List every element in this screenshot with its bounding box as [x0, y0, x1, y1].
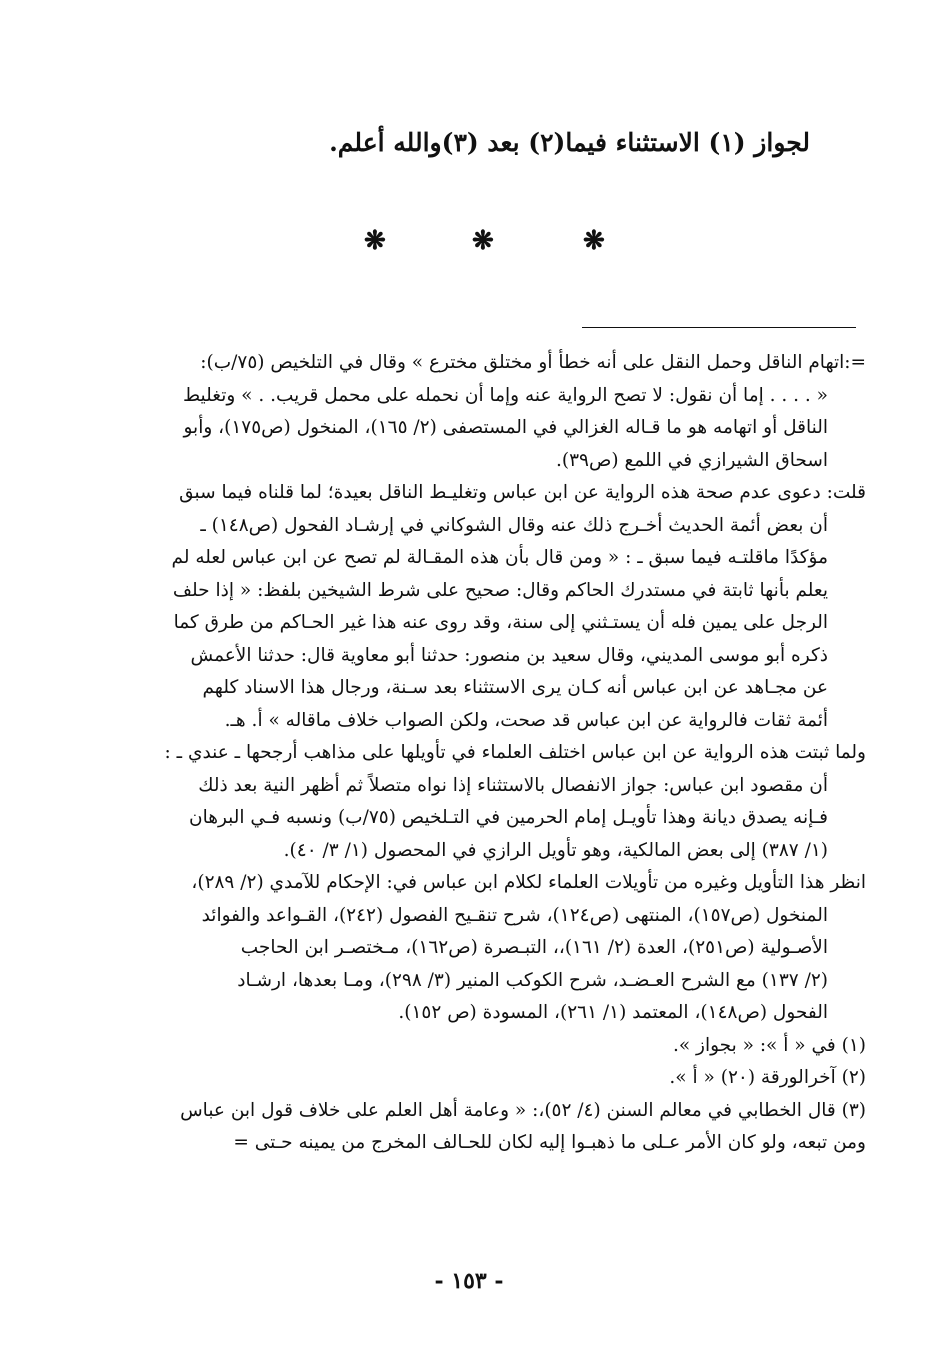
footnote-line: (٣) قال الخطابي في معالم السنن (٤/ ٥٢)،: « وعامة أهل العلم على خلاف قول ابن عباس [180, 1099, 866, 1121]
notes-section [66, 347, 866, 1160]
note-paragraph [66, 477, 866, 737]
note-paragraph [66, 737, 866, 867]
footnote-2 [66, 1062, 866, 1095]
note-line: (٢/ ١٣٧) مع الشرح العـضـد، شرح الكوكب المنير (٣/ ٢٩٨)، ومـا بعدها، ارشـاد [237, 969, 828, 991]
note-line: انظر هذا التأويل وغيره من تأويلات العلماء لكلام ابن عباس في: الإحكام للآمدي (٢/ ٢٨٩)، [191, 872, 866, 893]
note-line: الفحول (ص١٤٨)، المعتمد (١/ ٢٦١)، المسودة (ص ١٥٢). [398, 1002, 828, 1023]
note-line: قلت: دعوى عدم صحة هذه الرواية عن ابن عباس وتغليـط الناقل بعيدة؛ لما قلناه فيما سبق [179, 482, 866, 503]
note-line: ذكره أبو موسى المديني، وقال سعيد بن منصور: حدثنا أبو معاوية قال: حدثنا الأعمش [190, 644, 828, 666]
page-number: - ١٥٣ - [434, 1268, 504, 1294]
note-line: الأصـولية (ص٢٥١)، العدة (٢/ ١٦١)،، التبـصرة (ص١٦٢)، مـختصـر ابن الحاجب [240, 937, 828, 958]
note-line: أن مقصود ابن عباس: جواز الانفصال بالاستثناء إذا نواه متصلاً ثم أظهر النية بعد ذلك [198, 774, 828, 796]
note-paragraph [66, 347, 866, 477]
note-paragraph [66, 867, 866, 1030]
note-line: (١/ ٣٨٧) إلى بعض المالكية، وهو تأويل الرازي في المحصول (١/ ٣/ ٤٠). [283, 839, 828, 861]
note-line: مؤكدًا ماقلتـه فيما سبق ـ : « ومن قال بأن هذه المقـالة لم تصح عن ابن عباس لعله لم [171, 547, 828, 568]
separator-star-icon: ❋ [472, 226, 494, 256]
note-line: ولما ثبتت هذه الرواية عن ابن عباس اختلف العلماء في تأويلها على مذاهب أرجحها ـ عندي ـ : [164, 742, 866, 763]
footnote-line: (١) في « أ »: « بجواز ». [672, 1034, 866, 1056]
footnote-separator-line [582, 327, 856, 328]
separator-star-icon: ❋ [583, 226, 605, 256]
separator-star-icon: ❋ [364, 226, 386, 256]
note-line: المنخول (ص١٥٧)، المنتهى (ص١٢٤)، شرح تنقـيح الفصول (٢٤٢)، القـواعد والفوائد [201, 904, 828, 926]
note-line: فـإنه يصدق ديانة وهذا تأويـل إمام الحرمين في التـلخيص (٧٥/ب) ونسبه فـي البرهان [189, 807, 828, 828]
note-line: أن بعض أئمة الحديث أخـرج ذلك عنه وقال الشوكاني في إرشـاد الفحول (ص١٤٨) ـ [200, 514, 828, 536]
footnote-3 [66, 1095, 866, 1160]
note-line: الناقل أو اتهامه هو ما قـاله الغزالي في المستصفى (٢/ ١٦٥)، المنخول (ص١٧٥)، وأبو [183, 417, 828, 438]
main-text: لجواز (١) الاستثناء فيما(٢) بعد (٣)والله أعلم. [329, 128, 810, 157]
note-line: « . . . . إما أن نقول: لا تصح الرواية عنه وإما أن نحمله على محمل قريب. . » وتغليط [183, 384, 828, 406]
note-line: اسحاق الشيرازي في اللمع (ص٣٩). [556, 449, 828, 471]
note-line: عن مجـاهد عن ابن عباس أنه كـان يرى الاستثناء بعد سـنة، ورجال هذا الاسناد كلهم [202, 677, 828, 698]
note-line: الرجل على يمين فله أن يستـثني إلى سنة، وقد روى عنه هذا غير الحـاكم من طرق كما [173, 612, 828, 633]
note-line: أئمة ثقات فالرواية عن ابن عباس قد صحت، ولكن الصواب خلاف ماقاله » أ. هـ. [224, 709, 828, 731]
separator-stars [0, 226, 938, 262]
note-line: يعلم بأنها ثابتة في مستدرك الحاكم وقال: صحيح على شرط الشيخين بلفظ: « إذا حلف [172, 579, 828, 601]
footnote-line: (٢) آخرالورقة (٢٠) « أ ». [669, 1067, 866, 1088]
note-line: =:اتهام الناقل وحمل النقل على أنه خطأ أو مختلق مخترع » وقال في التلخيص (٧٥/ب): [200, 352, 866, 373]
footnote-line: ومن تبعه، ولو كان الأمر عـلى ما ذهبـوا إليه لكان للحـالف المخرج من يمينه حـتى = [233, 1132, 866, 1153]
footnote-1 [66, 1030, 866, 1063]
